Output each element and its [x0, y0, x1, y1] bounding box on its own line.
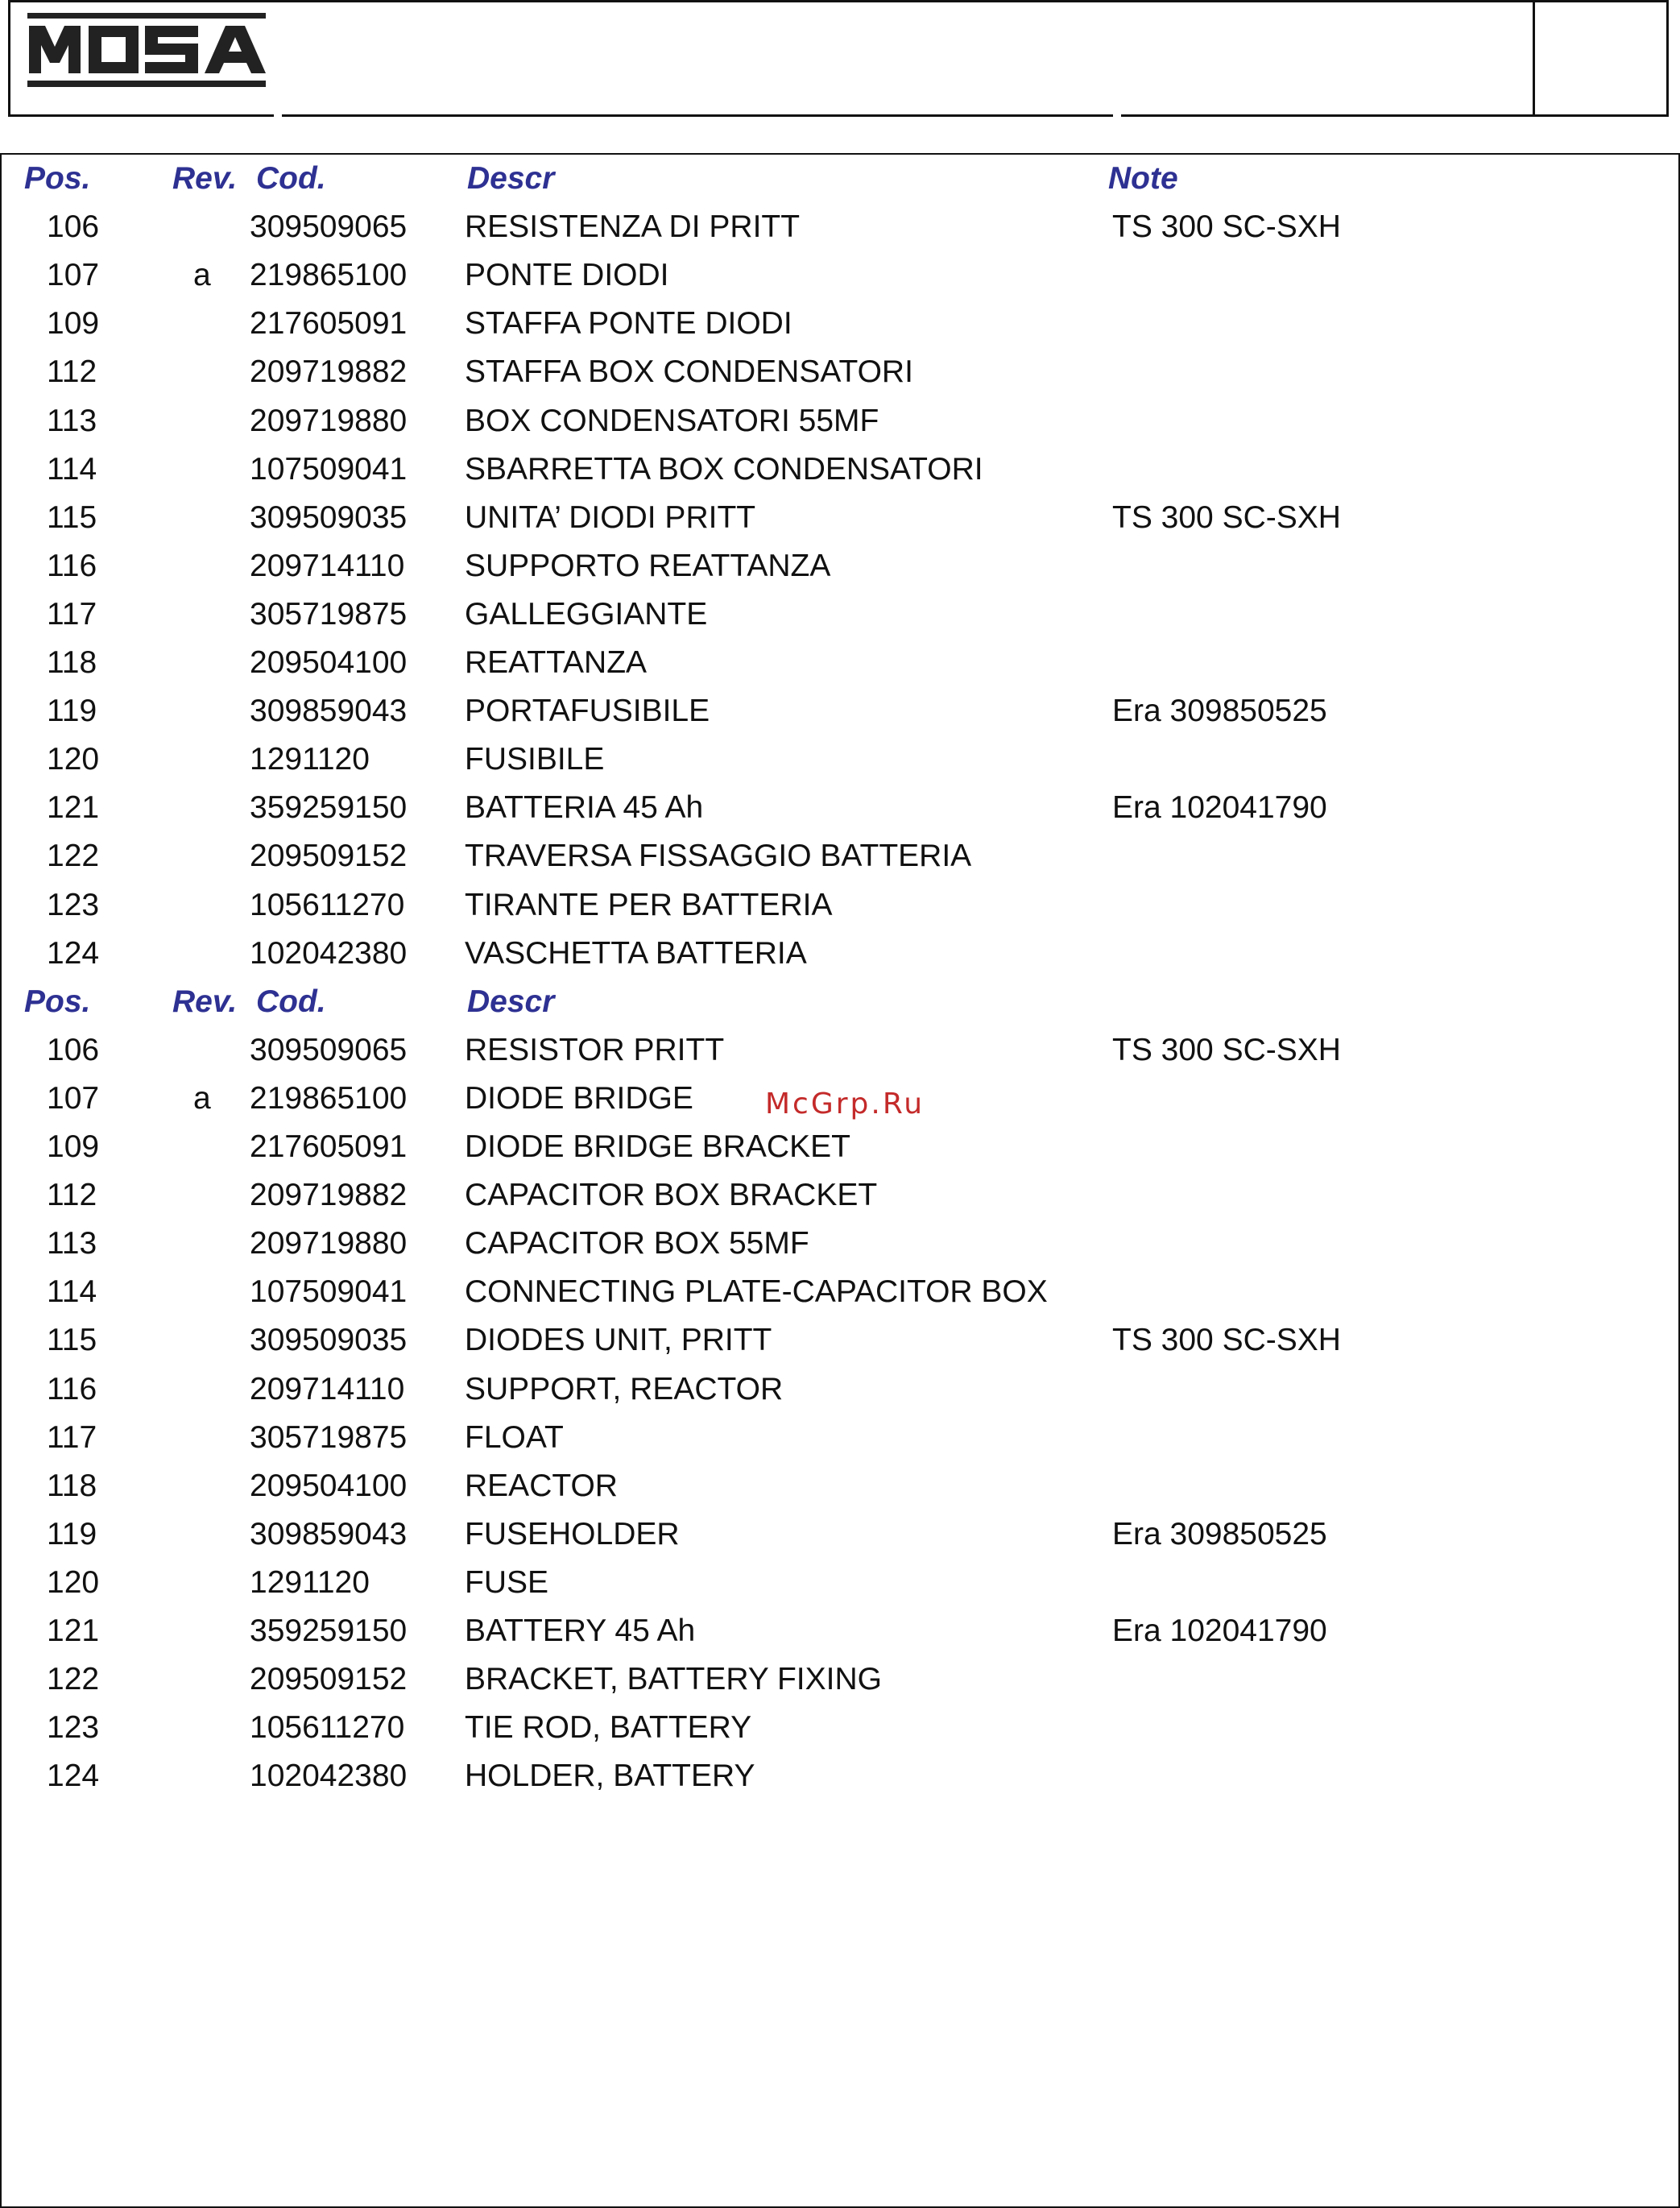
cell-pos: 120 [47, 1564, 100, 1600]
table-row [0, 348, 1680, 396]
table-row [0, 1559, 1680, 1607]
cell-pos: 122 [47, 1662, 100, 1697]
cell-note: Era 309850525 [1112, 1516, 1327, 1551]
cell-cod: 107509041 [250, 1274, 408, 1310]
table-row [0, 687, 1680, 735]
table-row [0, 639, 1680, 687]
cell-pos: 124 [47, 1759, 100, 1794]
cell-note: TS 300 SC-SXH [1112, 499, 1341, 535]
table-row [0, 300, 1680, 348]
cell-cod: 305719875 [250, 1419, 408, 1455]
table-row [0, 1655, 1680, 1704]
table-row [0, 1365, 1680, 1414]
cell-descr: PORTAFUSIBILE [465, 694, 710, 729]
cell-cod: 102042380 [250, 935, 408, 971]
cell-cod: 209719880 [250, 1226, 408, 1261]
cell-cod: 209504100 [250, 645, 408, 680]
cell-pos: 114 [47, 451, 97, 487]
cell-descr: REATTANZA [465, 645, 648, 680]
cell-pos: 119 [47, 1516, 97, 1551]
cell-cod: 102042380 [250, 1759, 408, 1794]
table-row [0, 1316, 1680, 1365]
cell-pos: 117 [47, 1419, 97, 1455]
mosa-logo [27, 13, 266, 87]
cell-cod: 219865100 [250, 1080, 408, 1116]
cell-cod: 309509035 [250, 1323, 408, 1358]
table-row [0, 542, 1680, 590]
column-header-pos: Pos. [24, 984, 91, 1019]
cell-pos: 118 [47, 645, 97, 680]
cell-descr: GALLEGGIANTE [465, 596, 708, 632]
table-row [0, 1123, 1680, 1171]
table-row [0, 203, 1680, 251]
cell-pos: 109 [47, 306, 100, 342]
header-gap-left [274, 114, 282, 120]
cell-descr: STAFFA PONTE DIODI [465, 306, 792, 342]
table-row [0, 881, 1680, 930]
cell-pos: 116 [47, 1371, 97, 1406]
cell-descr: FUSE [465, 1564, 549, 1600]
table-row [0, 784, 1680, 832]
cell-descr: SUPPORTO REATTANZA [465, 548, 831, 583]
table-row [0, 494, 1680, 542]
header-gap-right [1113, 114, 1121, 120]
column-header-rev: Rev. [172, 161, 238, 196]
cell-descr: PONTE DIODI [465, 258, 669, 293]
cell-pos: 107 [47, 1080, 100, 1116]
cell-cod: 209714110 [250, 1371, 405, 1406]
cell-descr: DIODES UNIT, PRITT [465, 1323, 772, 1358]
cell-descr: UNITA’ DIODI PRITT [465, 499, 756, 535]
cell-descr: SBARRETTA BOX CONDENSATORI [465, 451, 983, 487]
cell-pos: 113 [47, 1226, 97, 1261]
cell-pos: 115 [47, 499, 97, 535]
cell-note: TS 300 SC-SXH [1112, 1032, 1341, 1067]
cell-pos: 106 [47, 1032, 100, 1067]
column-header-descr: Descr [467, 161, 555, 196]
column-header-cod: Cod. [256, 161, 326, 196]
column-header-rev: Rev. [172, 984, 238, 1019]
cell-cod: 309509065 [250, 1032, 408, 1067]
table-row [0, 1752, 1680, 1800]
cell-pos: 107 [47, 258, 100, 293]
cell-descr: CAPACITOR BOX BRACKET [465, 1178, 878, 1213]
cell-note: Era 102041790 [1112, 790, 1327, 826]
table-row [0, 1607, 1680, 1655]
cell-descr: CONNECTING PLATE-CAPACITOR BOX [465, 1274, 1048, 1310]
cell-pos: 122 [47, 839, 100, 874]
cell-descr: BATTERY 45 Ah [465, 1614, 696, 1648]
table-row [0, 930, 1680, 978]
table-row [0, 1220, 1680, 1268]
cell-cod: 305719875 [250, 596, 408, 632]
cell-pos: 109 [47, 1129, 100, 1164]
cell-descr: BOX CONDENSATORI 55MF [465, 403, 879, 438]
cell-rev: a [193, 258, 211, 293]
cell-rev: a [193, 1080, 211, 1116]
cell-pos: 114 [47, 1274, 97, 1310]
cell-cod: 209504100 [250, 1468, 408, 1503]
cell-pos: 106 [47, 209, 100, 245]
cell-descr: RESISTOR PRITT [465, 1032, 725, 1067]
watermark: McGrp.Ru [765, 1087, 925, 1121]
cell-pos: 112 [47, 354, 97, 390]
cell-pos: 117 [47, 596, 97, 632]
table-row [0, 1704, 1680, 1752]
cell-cod: 309509035 [250, 499, 408, 535]
table-header-row [0, 155, 1680, 203]
cell-pos: 121 [47, 790, 100, 826]
cell-cod: 107509041 [250, 451, 408, 487]
cell-cod: 209719882 [250, 354, 408, 390]
cell-pos: 116 [47, 548, 97, 583]
cell-cod: 217605091 [250, 1129, 408, 1164]
table-row [0, 445, 1680, 494]
cell-descr: DIODE BRIDGE BRACKET [465, 1129, 850, 1164]
column-header-cod: Cod. [256, 984, 326, 1019]
cell-cod: 219865100 [250, 258, 408, 293]
table-row [0, 397, 1680, 445]
table-row [0, 1268, 1680, 1316]
cell-cod: 359259150 [250, 1614, 408, 1648]
cell-pos: 115 [47, 1323, 97, 1358]
table-row [0, 832, 1680, 880]
cell-pos: 121 [47, 1614, 100, 1648]
cell-cod: 309509065 [250, 209, 408, 245]
cell-pos: 120 [47, 742, 100, 777]
cell-cod: 209509152 [250, 839, 408, 874]
cell-note: Era 102041790 [1112, 1614, 1327, 1648]
table-row [0, 590, 1680, 639]
cell-descr: REACTOR [465, 1468, 618, 1503]
cell-descr: FUSIBILE [465, 742, 605, 777]
cell-descr: FLOAT [465, 1419, 564, 1455]
cell-descr: SUPPORT, REACTOR [465, 1371, 784, 1406]
cell-descr: BRACKET, BATTERY FIXING [465, 1662, 882, 1697]
cell-pos: 113 [47, 403, 97, 438]
header-divider [1533, 0, 1535, 117]
cell-descr: VASCHETTA BATTERIA [465, 935, 807, 971]
cell-cod: 1291120 [250, 1564, 370, 1600]
cell-cod: 209509152 [250, 1662, 408, 1697]
cell-pos: 112 [47, 1178, 97, 1213]
cell-pos: 123 [47, 887, 100, 922]
cell-descr: TIRANTE PER BATTERIA [465, 887, 833, 922]
cell-cod: 1291120 [250, 742, 370, 777]
table-row [0, 1171, 1680, 1220]
table-row [0, 1026, 1680, 1075]
table-row [0, 1414, 1680, 1462]
cell-descr: HOLDER, BATTERY [465, 1759, 755, 1794]
cell-descr: FUSEHOLDER [465, 1516, 680, 1551]
cell-cod: 209719880 [250, 403, 408, 438]
cell-descr: DIODE BRIDGE [465, 1080, 693, 1116]
cell-pos: 124 [47, 935, 100, 971]
cell-note: TS 300 SC-SXH [1112, 1323, 1341, 1358]
cell-descr: RESISTENZA DI PRITT [465, 209, 801, 245]
cell-note: Era 309850525 [1112, 694, 1327, 729]
table-row [0, 251, 1680, 300]
cell-descr: BATTERIA 45 Ah [465, 790, 704, 826]
cell-pos: 123 [47, 1710, 100, 1746]
cell-cod: 309859043 [250, 1516, 408, 1551]
cell-descr: STAFFA BOX CONDENSATORI [465, 354, 913, 390]
cell-descr: TIE ROD, BATTERY [465, 1710, 752, 1746]
cell-pos: 118 [47, 1468, 97, 1503]
cell-cod: 105611270 [250, 1710, 405, 1746]
cell-cod: 309859043 [250, 694, 408, 729]
table-row [0, 1462, 1680, 1510]
cell-cod: 209714110 [250, 548, 405, 583]
cell-cod: 359259150 [250, 790, 408, 826]
table-header-row [0, 978, 1680, 1026]
column-header-descr: Descr [467, 984, 555, 1019]
column-header-pos: Pos. [24, 161, 91, 196]
cell-cod: 105611270 [250, 887, 405, 922]
cell-cod: 209719882 [250, 1178, 408, 1213]
cell-note: TS 300 SC-SXH [1112, 209, 1341, 245]
table-row [0, 1510, 1680, 1559]
cell-pos: 119 [47, 694, 97, 729]
cell-descr: CAPACITOR BOX 55MF [465, 1226, 809, 1261]
column-header-note: Note [1108, 161, 1178, 196]
cell-descr: TRAVERSA FISSAGGIO BATTERIA [465, 839, 972, 874]
table-row [0, 735, 1680, 784]
cell-cod: 217605091 [250, 306, 408, 342]
